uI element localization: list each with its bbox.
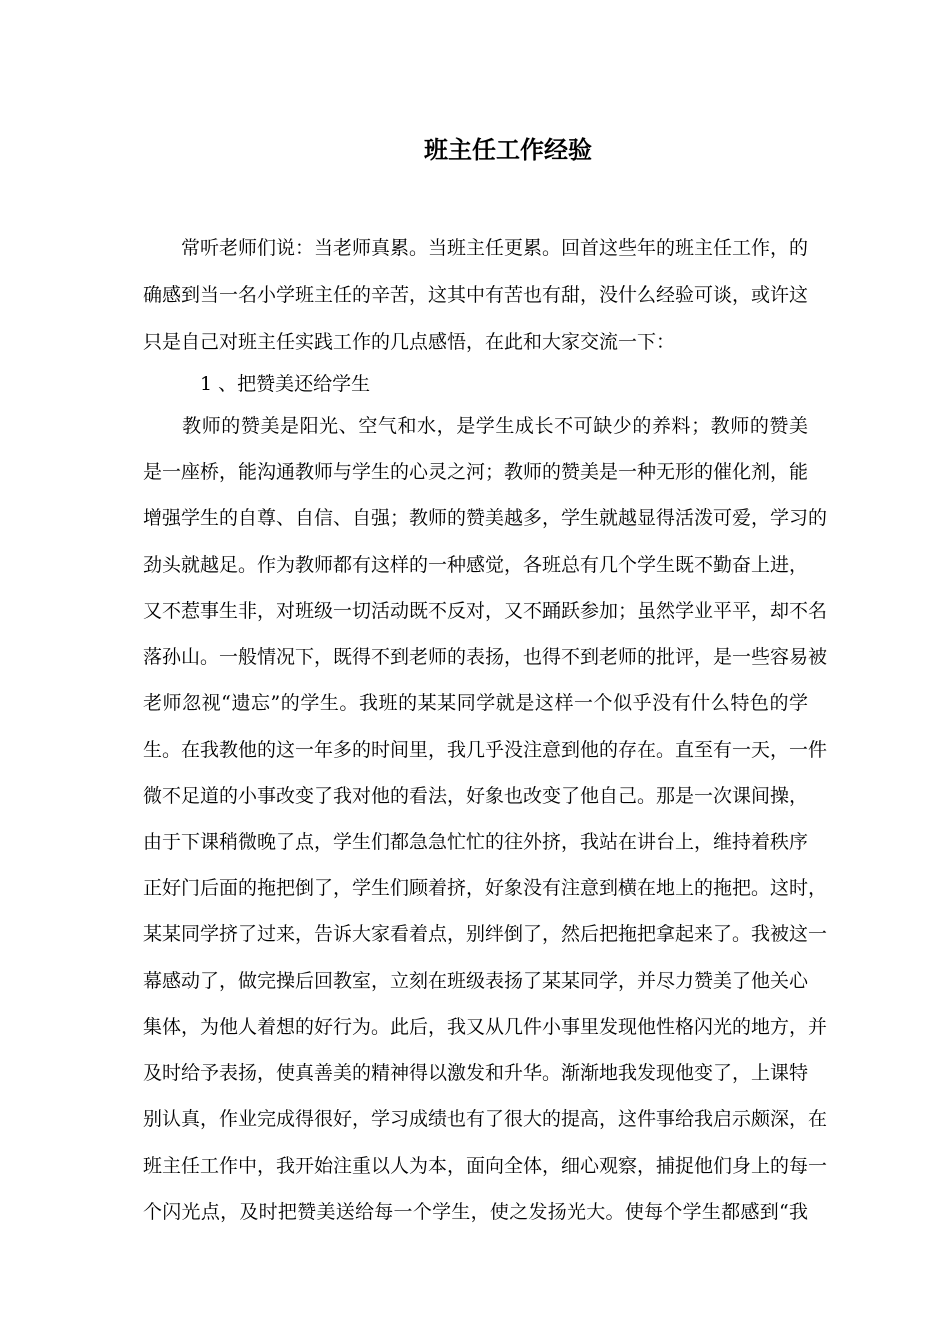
paragraph-line: 常听老师们说：当老师真累。当班主任更累。回首这些年的班主任工作，的 [143, 237, 809, 259]
paragraph-line: 增强学生的自尊、自信、自强；教师的赞美越多，学生就越显得活泼可爱，学习的 [143, 507, 828, 529]
paragraph-line: 某某同学挤了过来，告诉大家看着点，别绊倒了，然后把拖把拿起来了。我被这一 [143, 923, 828, 945]
paragraph-line: 劲头就越足。作为教师都有这样的一种感觉，各班总有几个学生既不勤奋上进， [143, 554, 809, 576]
section-heading: 1 、把赞美还给学生 [200, 373, 371, 395]
paragraph-line: 教师的赞美是阳光、空气和水，是学生成长不可缺少的养料；教师的赞美 [143, 415, 808, 437]
paragraph-line: 个闪光点，及时把赞美送给每一个学生，使之发扬光大。使每个学生都感到“我 [143, 1201, 808, 1223]
paragraph-line: 别认真，作业完成得很好，学习成绩也有了很大的提高，这件事给我启示颇深，在 [143, 1108, 828, 1130]
paragraph-line: 只是自己对班主任实践工作的几点感悟，在此和大家交流一下： [143, 331, 676, 353]
paragraph-line: 集体，为他人着想的好行为。此后，我又从几件小事里发现他性格闪光的地方，并 [143, 1016, 828, 1038]
paragraph-line: 落孙山。一般情况下，既得不到老师的表扬，也得不到老师的批评，是一些容易被 [143, 646, 828, 668]
paragraph-line: 微不足道的小事改变了我对他的看法，好象也改变了他自己。那是一次课间操， [143, 785, 809, 807]
paragraph-line: 生。在我教他的这一年多的时间里，我几乎没注意到他的存在。直至有一天，一件 [143, 739, 828, 761]
document-title: 班主任工作经验 [424, 135, 592, 164]
paragraph-line: 确感到当一名小学班主任的辛苦，这其中有苦也有甜，没什么经验可谈，或许这 [143, 284, 809, 306]
paragraph-line: 又不惹事生非，对班级一切活动既不反对，又不踊跃参加；虽然学业平平，却不名 [143, 600, 828, 622]
paragraph-line: 老师忽视“遗忘”的学生。我班的某某同学就是这样一个似乎没有什么特色的学 [143, 692, 808, 714]
paragraph-line: 正好门后面的拖把倒了，学生们顾着挤，好象没有注意到横在地上的拖把。这时， [143, 877, 828, 899]
paragraph-line: 是一座桥，能沟通教师与学生的心灵之河；教师的赞美是一种无形的催化剂，能 [143, 461, 809, 483]
paragraph-line: 及时给予表扬，使真善美的精神得以激发和升华。渐渐地我发现他变了，上课特 [143, 1062, 809, 1084]
paragraph-line: 班主任工作中，我开始注重以人为本，面向全体，细心观察，捕捉他们身上的每一 [143, 1155, 828, 1177]
paragraph-line: 由于下课稍微晚了点，学生们都急急忙忙的往外挤，我站在讲台上，维持着秩序 [143, 831, 809, 853]
paragraph-line: 幕感动了，做完操后回教室，立刻在班级表扬了某某同学，并尽力赞美了他关心 [143, 970, 809, 992]
